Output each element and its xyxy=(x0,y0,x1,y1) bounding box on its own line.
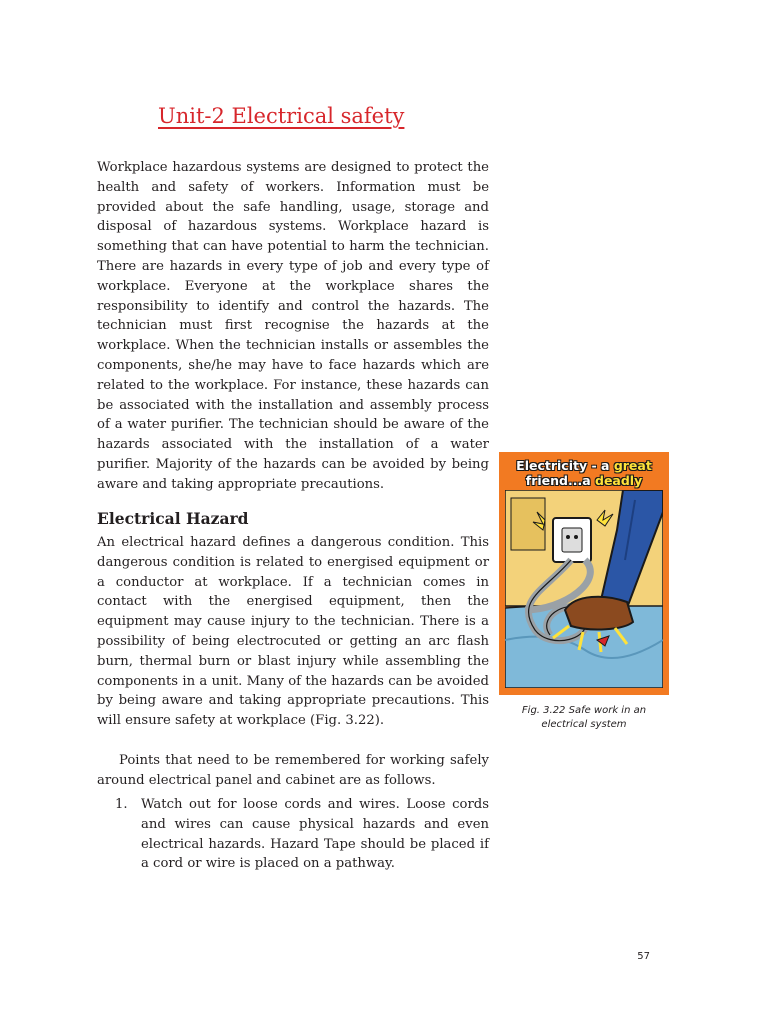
hazard-paragraph: An electrical hazard defines a dangerous condition. This dangerous condition is related to energised equipment or a conductor at workplace. If a technician comes in contact with the energised equipment, then the equipment may cause injury to the technician. There is a possibility of being electrocuted or getting an arc flash burn, thermal burn or blast injury while assembling the components in a unit. Many of the hazards can be avoided by being aware and taking appropriate precautions. This will ensure safety at workplace (Fig. 3.22). xyxy=(97,535,489,729)
poster-illustration xyxy=(505,490,663,688)
page-number: 57 xyxy=(637,951,650,962)
list-item-number: 1. xyxy=(115,797,128,812)
safety-points-list xyxy=(97,795,489,874)
intro-paragraph: Workplace hazardous systems are designed to protect the health and safety of workers. Information must be provided about the safe handling, usage, storage and disposal of hazardous systems. Workplace hazard is something that can have potential to harm the technician. There are hazards in every type of job and every type of workplace. Everyone at the workplace shares the responsibility to identify and control the hazards. The technician must first recognise the hazards at the workplace. When the technician installs or assembles the components, she/he may have to face hazards which are related to the workplace. For instance, these hazards can be associated with the installation and assembly process of a water purifier. The technician should be aware of the hazards associated with the installation of a water purifier. Majority of the hazards can be avoided by being aware and taking appropriate precautions. xyxy=(97,160,489,492)
list-item-text: Watch out for loose cords and wires. Loose cords and wires can cause physical hazards and even electrical hazards. Hazard Tape should be placed if a cord or wire is placed on a pathway. xyxy=(141,797,489,872)
list-item xyxy=(97,795,489,874)
points-intro: Points that need to be remembered for working safely around electrical panel and cabinet are as follows. xyxy=(97,753,489,788)
page-title: Unit-2 Electrical safety xyxy=(158,104,405,128)
section-heading: Electrical Hazard xyxy=(97,509,249,528)
safety-poster-figure xyxy=(499,452,669,695)
poster-title: Electricity - a great friend...a deadly xyxy=(516,458,652,488)
socket-icon xyxy=(553,518,591,562)
figure-caption: Fig. 3.22 Safe work in an electrical system xyxy=(521,705,647,730)
